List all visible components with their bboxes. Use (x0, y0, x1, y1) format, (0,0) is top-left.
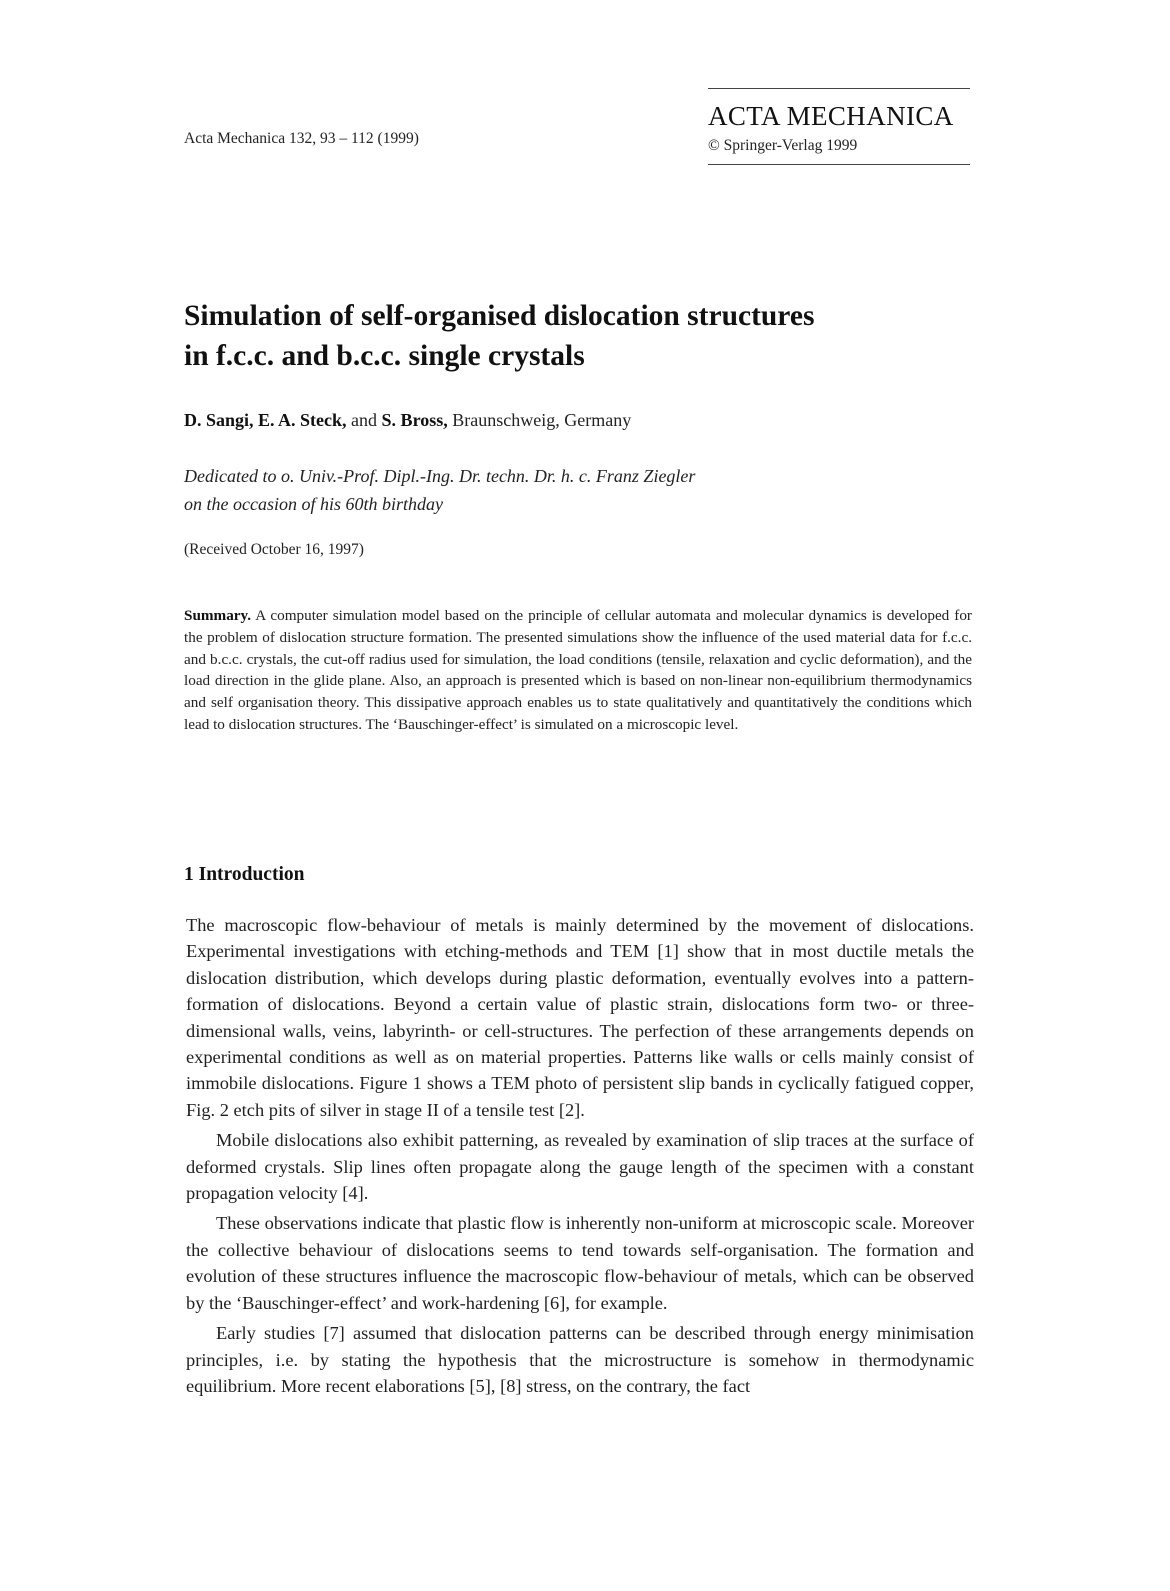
received-date: (Received October 16, 1997) (184, 541, 364, 558)
dedication-line-2: on the occasion of his 60th birthday (184, 494, 443, 514)
journal-masthead (708, 88, 970, 165)
author-connector: and (351, 410, 378, 430)
journal-citation: Acta Mechanica 132, 93 – 112 (1999) (184, 130, 419, 147)
introduction-body (186, 912, 974, 1399)
dedication (184, 462, 695, 518)
intro-paragraph-3: These observations indicate that plastic flow is inherently non-uniform at microscopic scale. Moreover the collective behaviour of dislocations seems to tend towards self-organisation. The formation and evolution of these structures influence the macroscopic flow-behaviour of metals, which can be observed by the ‘Bauschinger-effect’ and work-hardening [6], for example. (186, 1213, 974, 1313)
author-1: D. Sangi, (184, 410, 254, 430)
title-line-1: Simulation of self-organised dislocation structures (184, 300, 815, 332)
summary-label: Summary. (184, 607, 252, 624)
title-line-2: in f.c.c. and b.c.c. single crystals (184, 340, 585, 372)
author-line (184, 410, 631, 431)
masthead-top-rule (708, 88, 970, 89)
intro-paragraph-2: Mobile dislocations also exhibit patterning, as revealed by examination of slip traces at the surface of deformed crystals. Slip lines often propagate along the gauge length of the specimen with a constant propagation velocity [4]. (186, 1130, 974, 1204)
author-2: E. A. Steck, (258, 410, 347, 430)
article-title (184, 296, 984, 376)
author-3: S. Bross, (381, 410, 448, 430)
summary-text: A computer simulation model based on the principle of cellular automata and molecular dynamics is developed for the problem of dislocation structure formation. The presented simulations show the influence of the used material data for f.c.c. and b.c.c. crystals, the cut-off radius used for simulation, the load conditions (tensile, relaxation and cyclic deformation), and the load direction in the glide plane. Also, an approach is presented which is based on non-linear non-equilibrium thermodynamics and self organisation theory. This dissipative approach enables us to state qualitatively and quantitatively the conditions which lead to dislocation structures. The ‘Bauschinger-effect’ is simulated on a microscopic level. (184, 607, 972, 733)
dedication-line-1: Dedicated to o. Univ.-Prof. Dipl.-Ing. Dr. techn. Dr. h. c. Franz Ziegler (184, 466, 696, 486)
summary-abstract (184, 605, 972, 736)
affiliation: Braunschweig, Germany (452, 410, 632, 430)
section-heading-introduction: 1 Introduction (184, 864, 305, 885)
intro-paragraph-4: Early studies [7] assumed that dislocation patterns can be described through energy minimisation principles, i.e. by stating the hypothesis that the microstructure is somehow in thermodynamic equilibrium. More recent elaborations [5], [8] stress, on the contrary, the fact (186, 1323, 974, 1396)
masthead-bottom-rule (708, 164, 970, 165)
journal-name: ACTA MECHANICA (708, 101, 954, 131)
copyright-notice: © Springer-Verlag 1999 (708, 137, 858, 154)
intro-paragraph-1: The macroscopic flow-behaviour of metals is mainly determined by the movement of dislocations. Experimental investigations with etching-methods and TEM [1] show that in most ductile metals the dislocation distribution, which develops during plastic deformation, eventually evolves into a pattern-formation of dislocations. Beyond a certain value of plastic strain, dislocations form two- or three-dimensional walls, veins, labyrinth- or cell-structures. The perfection of these arrangements depends on experimental conditions as well as on material properties. Patterns like walls or cells mainly consist of immobile dislocations. Figure 1 shows a TEM photo of persistent slip bands in cyclically fatigued copper, Fig. 2 etch pits of silver in stage II of a tensile test [2]. (186, 915, 974, 1120)
